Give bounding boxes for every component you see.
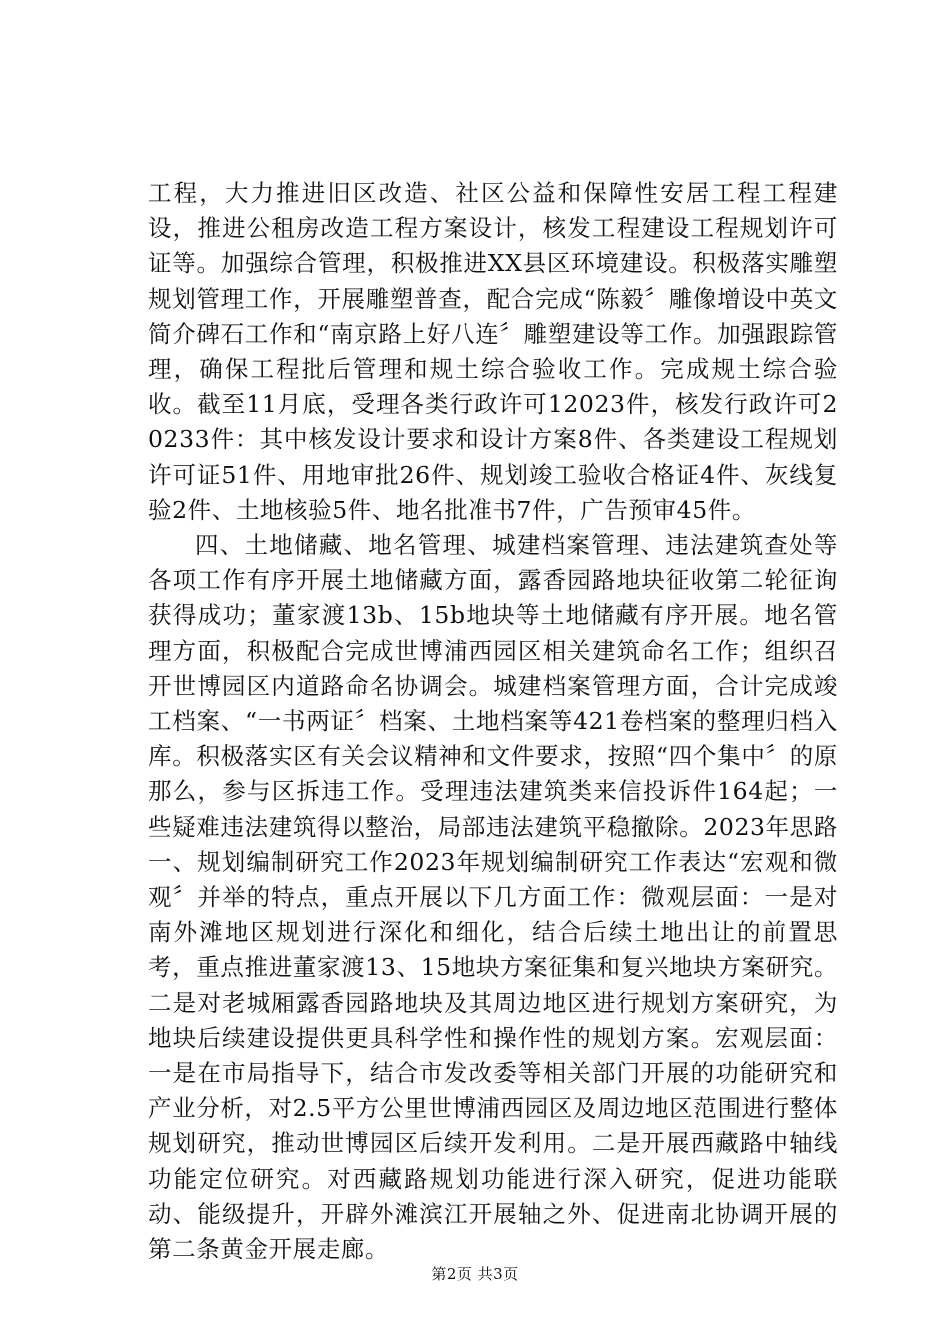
paragraph-section-four: 四、土地储藏、地名管理、城建档案管理、违法建筑查处等各项工作有序开展土地储藏方面，露香园路地块征收第二轮征询获得成功；董家渡13b、15b地块等土地储藏有序开展。地名管理方面，积极配合完成世博浦西园区相关建筑命名工作；组织召开世博园区内道路命名协调会。城建档案管理方面，合计完成竣工档案、“一书两证〞档案、土地档案等421卷档案的整理归档入库。积极落实区有关会议精神和文件要求，按照“四个集中〞的原那么，参与区拆违工作。受理违法建筑类来信投诉件164起；一些疑难违法建筑得以整治，局部违法建筑平稳撤除。2023年思路一、规划编制研究工作2023年规划编制研究工作表达“宏观和微观〞并举的特点，重点开展以下几方面工作：微观层面：一是对南外滩地区规划进行深化和细化，结合后续土地出让的前置思考，重点推进董家渡13、15地块方案征集和复兴地块方案研究。二是对老城厢露香园路地块及其周边地区进行规划方案研究，为地块后续建设提供更具科学性和操作性的规划方案。宏观层面：一是在市局指导下，结合市发改委等相关部门开展的功能研究和产业分析，对2.5平方公里世博浦西园区及周边地区范围进行整体规划研究，推动世博园区后续开发利用。二是开展西藏路中轴线功能定位研究。对西藏路规划功能进行深入研究，促进功能联动、能级提升，开辟外滩滨江开展轴之外、促进南北协调开展的第二条黄金开展走廊。: [148, 531, 838, 1264]
document-body: [148, 176, 838, 1267]
paragraph-continuation: 工程，大力推进旧区改造、社区公益和保障性安居工程工程建设，推进公租房改造工程方案设计，核发工程建设工程规划许可证等。加强综合管理，积极推进XX县区环境建设。积极落实雕塑规划管理工作，开展雕塑普查，配合完成“陈毅〞雕像增设中英文简介碑石工作和“南京路上好八连〞雕塑建设等工作。加强跟踪管理，确保工程批后管理和规土综合验收工作。完成规土综合验收。截至11月底，受理各类行政许可12023件，核发行政许可20233件：其中核发设计要求和设计方案8件、各类建设工程规划许可证51件、用地审批26件、规划竣工验收合格证4件、灰线复验2件、土地核验5件、地名批准书7件，广告预审45件。: [148, 179, 838, 524]
page-number-footer: 第2页 共3页: [431, 1265, 519, 1283]
